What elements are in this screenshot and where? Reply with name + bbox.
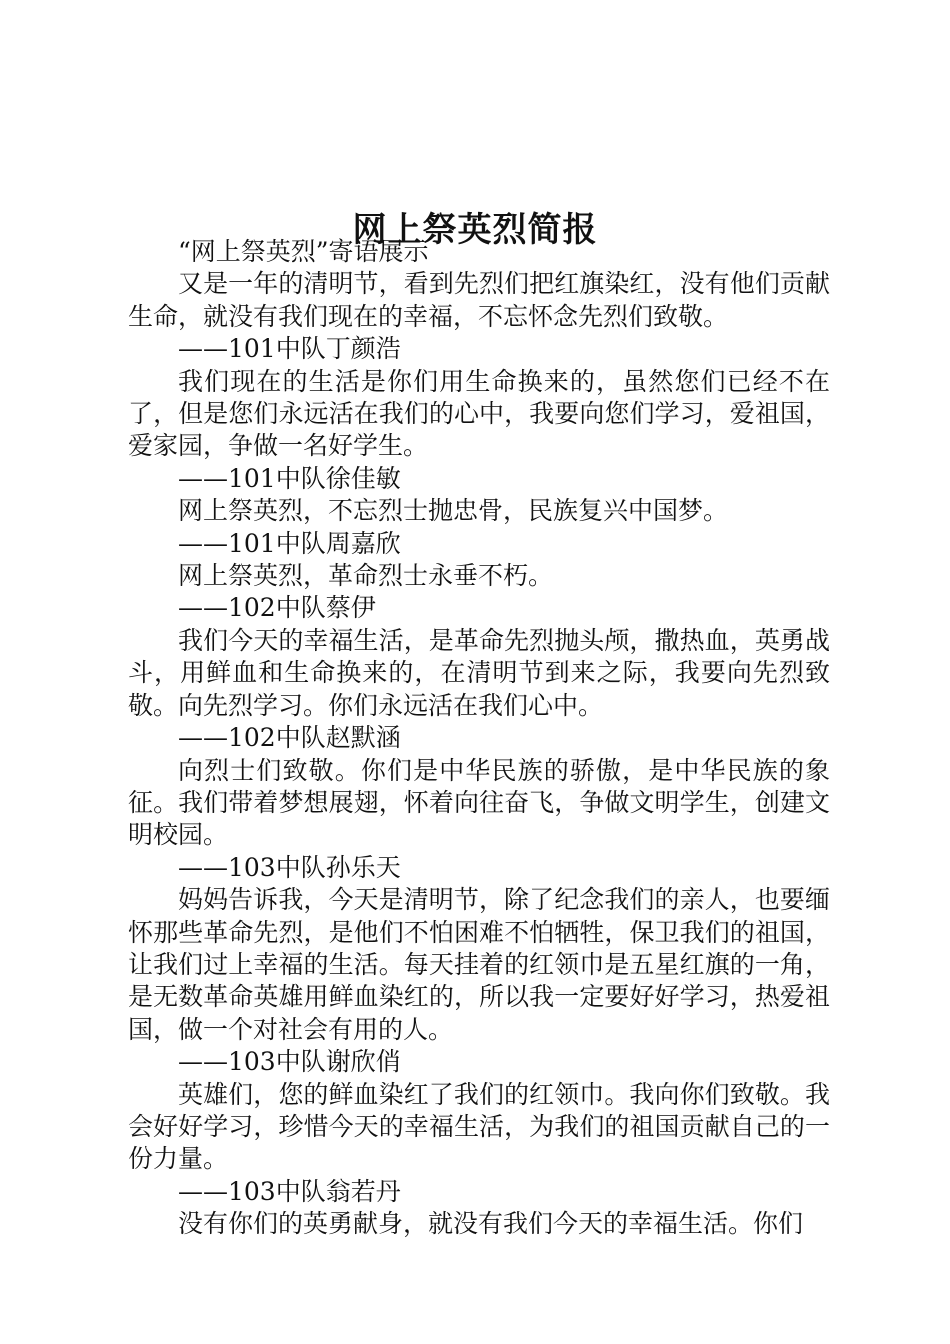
subheading: “网上祭英烈”寄语展示 — [178, 237, 429, 266]
signature-line: ——102中队赵默涵 — [178, 723, 401, 753]
message-paragraph: 网上祭英烈，革命烈士永垂不朽。 — [178, 561, 554, 591]
signature-line: ——101中队周嘉欣 — [178, 528, 401, 558]
message-paragraph: 又是一年的清明节，看到先烈们把红旗染红，没有他们贡献生命，就没有我们现在的幸福，不忘怀念先烈们致敬。 — [128, 269, 830, 331]
signature-line: ——103中队谢欣俏 — [178, 1047, 401, 1077]
message-paragraph: 我们现在的生活是你们用生命换来的，虽然您们已经不在了，但是您们永远活在我们的心中，我要向您们学习，爱祖国，爱家园，争做一名好学生。 — [128, 366, 830, 461]
signature-line: ——102中队蔡伊 — [178, 593, 376, 623]
message-paragraph: 妈妈告诉我，今天是清明节，除了纪念我们的亲人，也要缅怀那些革命先烈，是他们不怕困难不怕牺牲，保卫我们的祖国，让我们过上幸福的生活。每天挂着的红领巾是五星红旗的一角，是无数革命英雄用鲜血染红的，所以我一定要好好学习，热爱祖国，做一个对社会有用的人。 — [128, 885, 830, 1044]
document-title: 网上祭英烈简报 — [352, 209, 598, 250]
signature-line: ——103中队孙乐天 — [178, 852, 401, 882]
signature-line: ——103中队翁若丹 — [178, 1176, 401, 1206]
message-paragraph: 向烈士们致敬。你们是中华民族的骄傲，是中华民族的象征。我们带着梦想展翅，怀着向往奋飞，争做文明学生，创建文明校园。 — [128, 755, 830, 850]
message-paragraph: 英雄们，您的鲜血染红了我们的红领巾。我向你们致敬。我会好好学习，珍惜今天的幸福生活，为我们的祖国贡献自己的一份力量。 — [128, 1079, 830, 1174]
signature-line: ——101中队丁颜浩 — [178, 334, 401, 364]
message-paragraph: 网上祭英烈，不忘烈士抛忠骨，民族复兴中国梦。 — [178, 496, 729, 526]
message-paragraph: 我们今天的幸福生活，是革命先烈抛头颅，撒热血，英勇战斗，用鲜血和生命换来的，在清明节到来之际，我要向先烈致敬。向先烈学习。你们永远活在我们心中。 — [128, 625, 830, 720]
document-body — [128, 236, 830, 1241]
signature-line: ——101中队徐佳敏 — [178, 463, 401, 493]
message-paragraph: 没有你们的英勇献身，就没有我们今天的幸福生活。你们 — [178, 1209, 804, 1239]
